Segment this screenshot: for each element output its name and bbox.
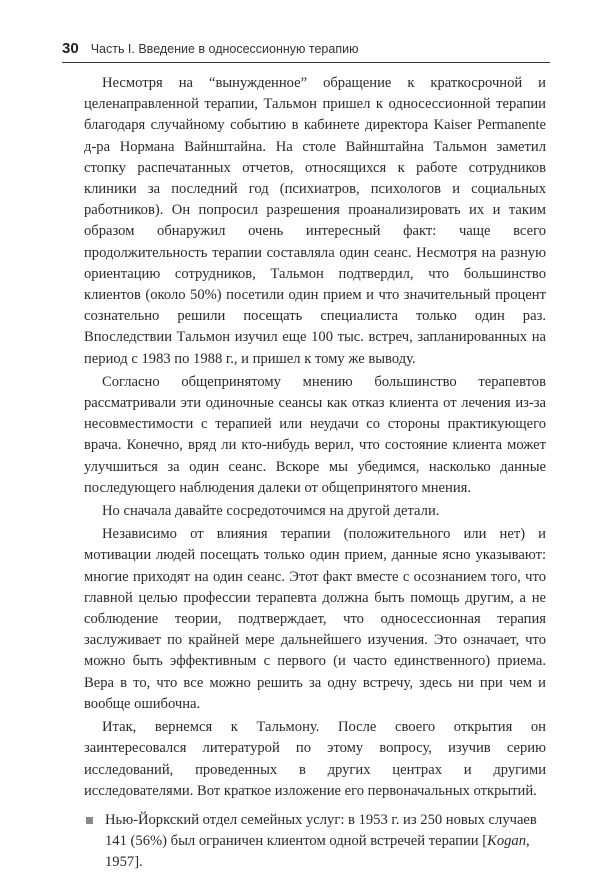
- paragraph: Но сначала давайте сосредоточимся на другой детали.: [102, 503, 440, 520]
- page-body: [84, 73, 546, 874]
- running-title: Часть I. Введение в односессионную терапию: [90, 42, 359, 56]
- paragraph: Несмотря на “вынужденное” обращение к краткосрочной и целенаправленной терапии, Тальмон пришел к односессионной терапии благодаря случайному событию в кабинете директора Kaiser Permanente д-ра Нормана Вайнштайна. На столе Вайнштайна Тальмон заметил стопку распечатанных отчетов, относящихся к работе сотрудников клиники за последний год (психиатров, психологов и социальных работников). Он попросил разрешения проанализировать их и таким образом обнаружил очень интересный факт: чаще всего продолжительность терапии составляла один сеанс. Несмотря на разную ориентацию сотрудников, Тальмон подтвердил, что большинство клиентов (около 50%) посетили один прием и что значительный процент сознательно решили посещать специалиста только один раз. Впоследствии Тальмон изучил еще 100 тыс. встреч, запланированных на период с 1983 по 1988 г., и пришел к тому же выводу.: [84, 75, 546, 367]
- list-item: [84, 810, 546, 874]
- paragraph: Независимо от влияния терапии (положительного или нет) и мотивации людей посещать только один прием, данные ясно указывают: многие приходят на один сеанс. Этот факт вместе с осознанием того, что главной целью профессии терапевта должна быть помощь другим, а не соблюдение теории, подтверждает, что односессионная терапия заслуживает по крайней мере дальнейшего изучения. Это означает, что можно быть эффективным с первого (и часто единственного) приема. Вера в то, что все можно решить за одну встречу, здесь ни при чем и вообще ошибочна.: [84, 526, 546, 712]
- list-item-text-start: Нью-Йоркский отдел семейных услуг: в 1953 г. из 250 новых случаев 141 (56%) был ограничен клиентом одной встречей терапии [: [105, 811, 537, 850]
- square-bullet-icon: [86, 817, 93, 824]
- citation-author: Kogan: [487, 833, 527, 850]
- running-header: [62, 40, 550, 63]
- page-number: 30: [62, 40, 79, 57]
- paragraph: Согласно общепринятому мнению большинство терапевтов рассматривали эти одиночные сеансы как отказ клиента от лечения из-за несовместимости с терапией или неудачи со стороны практикующего врача. Конечно, вряд ли кто-нибудь верил, что состояние клиента может улучшиться за один сеанс. Вскоре мы убедимся, насколько данные последующего наблюдения далеки от общепринятого мнения.: [84, 373, 546, 496]
- list-item-text-end: , 1957].: [105, 833, 530, 871]
- paragraph: Итак, вернемся к Тальмону. После своего открытия он заинтересовался литературой по этому вопросу, изучив серию исследований, проведенных в других центрах и другими исследователями. Вот краткое изложение его первоначальных открытий.: [84, 719, 546, 799]
- list-item-text: [105, 810, 546, 874]
